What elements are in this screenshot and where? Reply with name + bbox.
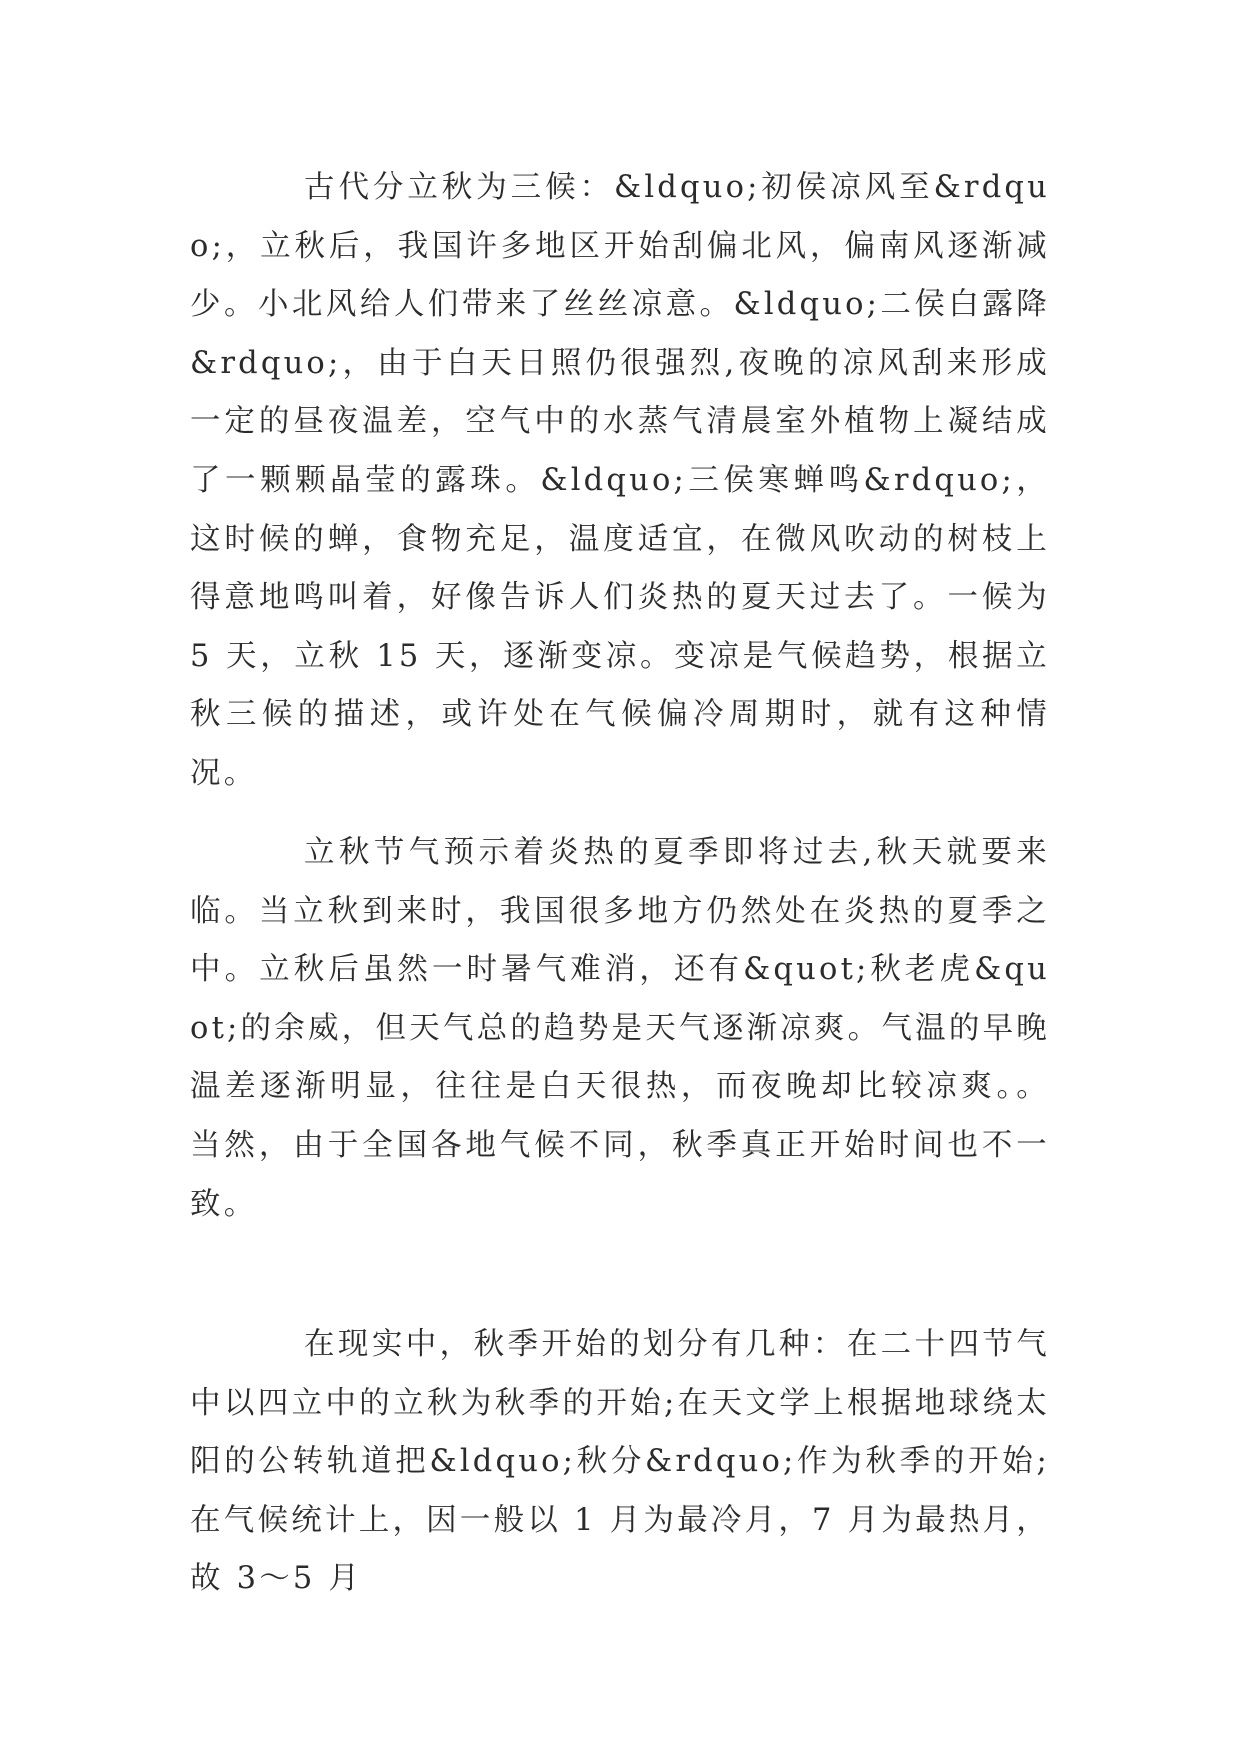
paragraph-2: 立秋节气预示着炎热的夏季即将过去,秋天就要来临。当立秋到来时，我国很多地方仍然处在炎热的夏季之中。立秋后虽然一时暑气难消，还有&quot;秋老虎&quot;的余威，但天气总的趋势是天气逐渐凉爽。气温的早晚温差逐渐明显，往往是白天很热，而夜晚却比较凉爽。。当然，由于全国各地气候不同，秋季真正开始时间也不一致。: [190, 835, 1050, 1222]
paragraph-3: 在现实中，秋季开始的划分有几种：在二十四节气中以四立中的立秋为秋季的开始;在天文学上根据地球绕太阳的公转轨道把&ldquo;秋分&rdquo;作为秋季的开始;在气候统计上，因一般以 1 月为最冷月，7 月为最热月，故 3～5 月: [190, 1327, 1050, 1597]
paragraph-1: 古代分立秋为三候：&ldquo;初侯凉风至&rdquo;，立秋后，我国许多地区开始刮偏北风，偏南风逐渐减少。小北风给人们带来了丝丝凉意。&ldquo;二侯白露降&rdquo;，由于白天日照仍很强烈,夜晚的凉风刮来形成一定的昼夜温差，空气中的水蒸气清晨室外植物上凝结成了一颗颗晶莹的露珠。&ldquo;三侯寒蝉鸣&rdquo;，这时候的蝉，食物充足，温度适宜，在微风吹动的树枝上得意地鸣叫着，好像告诉人们炎热的夏天过去了。一候为 5 天，立秋 15 天，逐渐变凉。变凉是气候趋势，根据立秋三候的描述，或许处在气候偏冷周期时，就有这种情况。: [190, 170, 1050, 791]
